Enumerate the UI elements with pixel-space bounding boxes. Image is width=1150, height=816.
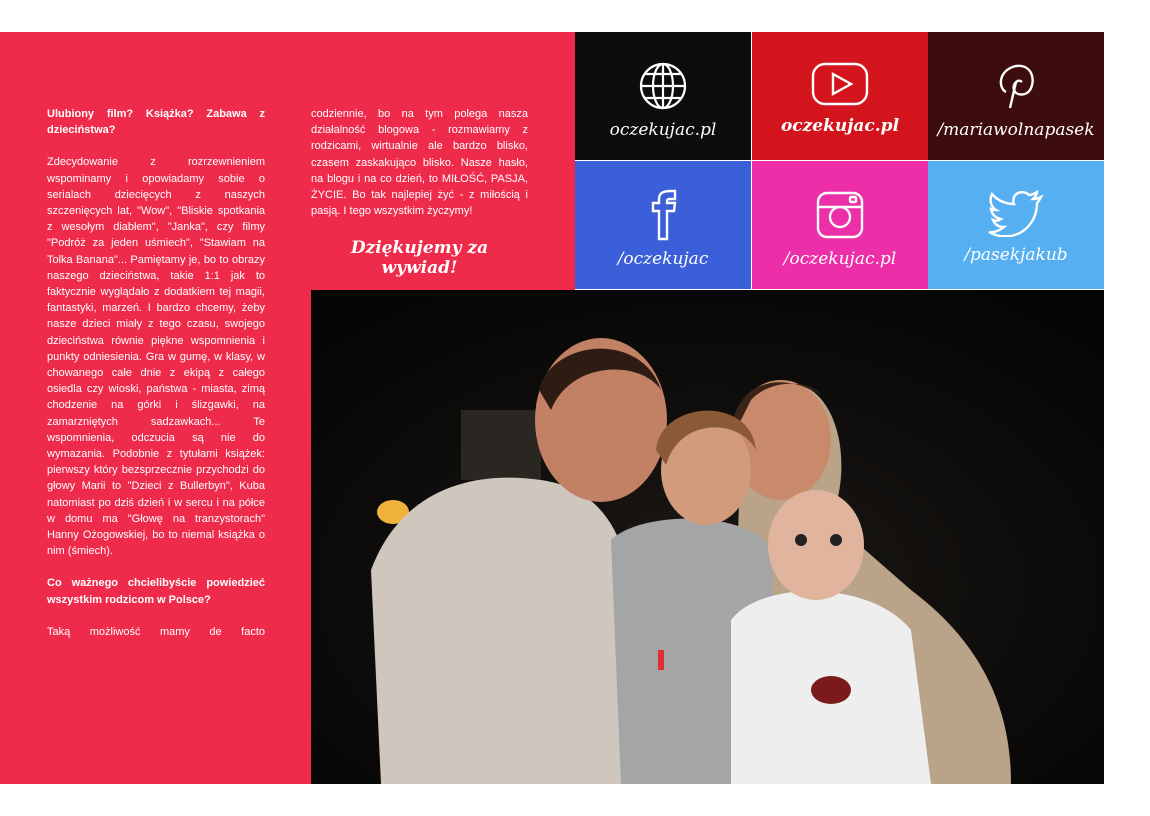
youtube-icon (809, 60, 871, 108)
social-label-pinterest: /mariawolnapasek (937, 120, 1095, 140)
social-tile-pinterest[interactable] (928, 32, 1104, 160)
globe-icon (637, 60, 689, 112)
answer-message-continued: codziennie, bo na tym polega nasza działalność blogowa - rozmawiamy z rodzicami, wirtualnie ale bardzo blisko, czasem zaskakująco blisko. Nasze hasło, na blogu i na co dzień, to MIŁOŚĆ, PASJA, ŻYCIE. Bo tak najlepiej żyć - z miłością i pasją. I tego wszystkim życzymy! (311, 108, 528, 218)
social-tile-facebook[interactable] (575, 161, 751, 289)
question-favorite-film: Ulubiony film? Książka? Zabawa z dzieciństwa? (47, 108, 265, 137)
facebook-icon (643, 189, 683, 241)
thanks-for-interview: Dziękujemy za wywiad! (350, 238, 489, 278)
social-tile-youtube[interactable] (752, 32, 928, 160)
social-label-twitter: /pasekjakub (964, 245, 1068, 265)
answer-favorite-film: Zdecydowanie z rozrzewnieniem wspominamy i opowiadamy sobie o serialach dziecięcych z naszych szczenięcych lat, "Wow", "Bliskie spotkania z wesołym diabłem", "Janka", czy filmy "Podróż za jeden uśmiech", "Stawiam na Tolka Banana"... Pamiętamy je, bo to obrazy naszego dzieciństwa, takie 1:1 jak to faktycznie wyglądało z dodatkiem tej magii, fantastyki, marzeń. I bardzo chcemy, żeby nasze dzieci miały z tego czasu, swojego dzieciństwa równie piękne wspomnienia i punkty odniesienia. Gra w gumę, w klasy, w chowanego całe dnie z ekipą z całego osiedla czy wioski, państwa - miasta, zimą chodzenie na górki i ślizgawki, na zamarzniętych sadzawkach... Te wspomnienia, odczucia są nie do wymazania. Podobnie z tytułami książek: pierwszy który bezsprzecznie przychodzi do głowy Marii to "Dzieci z Bullerbyn", Kuba natomiast po dziś dzień i w sercu i na półce w domu ma "Głowę na tranzystorach" Hanny Ożogowskiej, bo to niemal książka o nim (śmiech). (47, 156, 265, 558)
interview-column-right (311, 106, 528, 235)
instagram-icon (814, 189, 866, 241)
family-photo (311, 290, 1104, 784)
question-message-to-parents: Co ważnego chcielibyście powiedzieć wszystkim rodzicom w Polsce? (47, 577, 265, 606)
social-label-website: oczekujac.pl (609, 120, 717, 140)
social-label-youtube: oczekujac.pl (780, 116, 900, 136)
social-tile-twitter[interactable] (928, 161, 1104, 289)
social-tile-instagram[interactable] (752, 161, 928, 289)
social-tile-website[interactable] (575, 32, 751, 160)
pinterest-icon (990, 60, 1042, 112)
social-label-instagram: /oczekujac.pl (783, 249, 897, 269)
social-label-facebook: /oczekujac (617, 249, 709, 269)
interview-column-left (47, 106, 265, 640)
twitter-icon (987, 189, 1045, 237)
answer-message-start: Taką możliwość mamy de facto (47, 625, 265, 638)
